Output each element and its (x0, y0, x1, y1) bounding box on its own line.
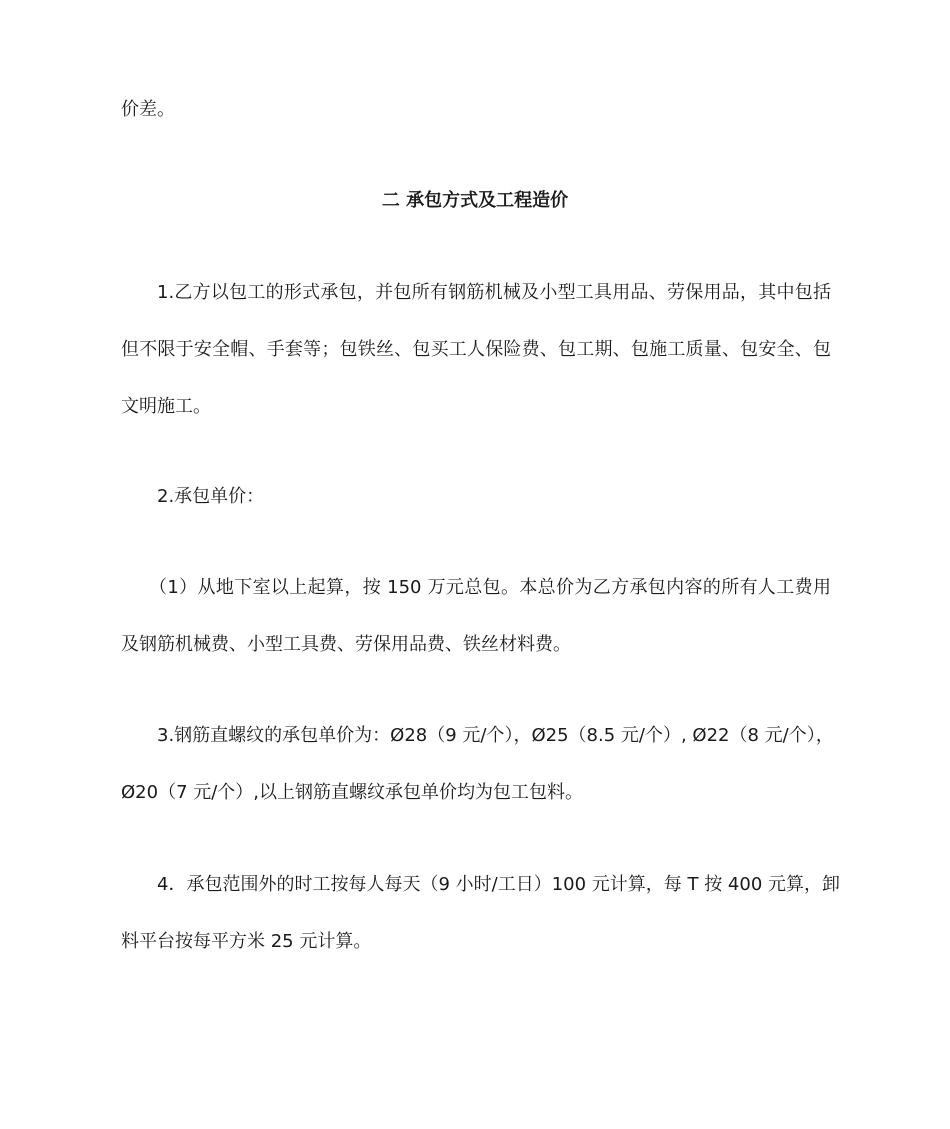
item1-line1: 1.乙方以包工的形式承包，并包所有钢筋机械及小型工具用品、劳保用品，其中包括 (157, 282, 831, 303)
item3-line1: 3.钢筋直螺纹的承包单价为：Ø28（9 元/个），Ø25（8.5 元/个）, Ø22（8 元/个）， (157, 725, 834, 746)
previous-paragraph-tail: 价差。 (121, 99, 175, 120)
item4-line1: 4．承包范围外的时工按每人每天（9 小时/工日）100 元计算，每 T 按 400 元算，卸 (157, 874, 841, 895)
section-heading: 二 承包方式及工程造价 (381, 190, 569, 211)
item2-sub1-line1: （1）从地下室以上起算，按 150 万元总包。本总价为乙方承包内容的所有人工费用 (149, 577, 831, 598)
item3-line2: Ø20（7 元/个）,以上钢筋直螺纹承包单价均为包工包料。 (121, 782, 584, 803)
item1-line3: 文明施工。 (121, 396, 211, 417)
item2-sub1-line2: 及钢筋机械费、小型工具费、劳保用品费、铁丝材料费。 (121, 634, 571, 655)
item4-line2: 料平台按每平方米 25 元计算。 (121, 931, 372, 952)
item1-line2: 但不限于安全帽、手套等；包铁丝、包买工人保险费、包工期、包施工质量、包安全、包 (121, 339, 831, 360)
item2-line1: 2.承包单价： (157, 486, 265, 507)
